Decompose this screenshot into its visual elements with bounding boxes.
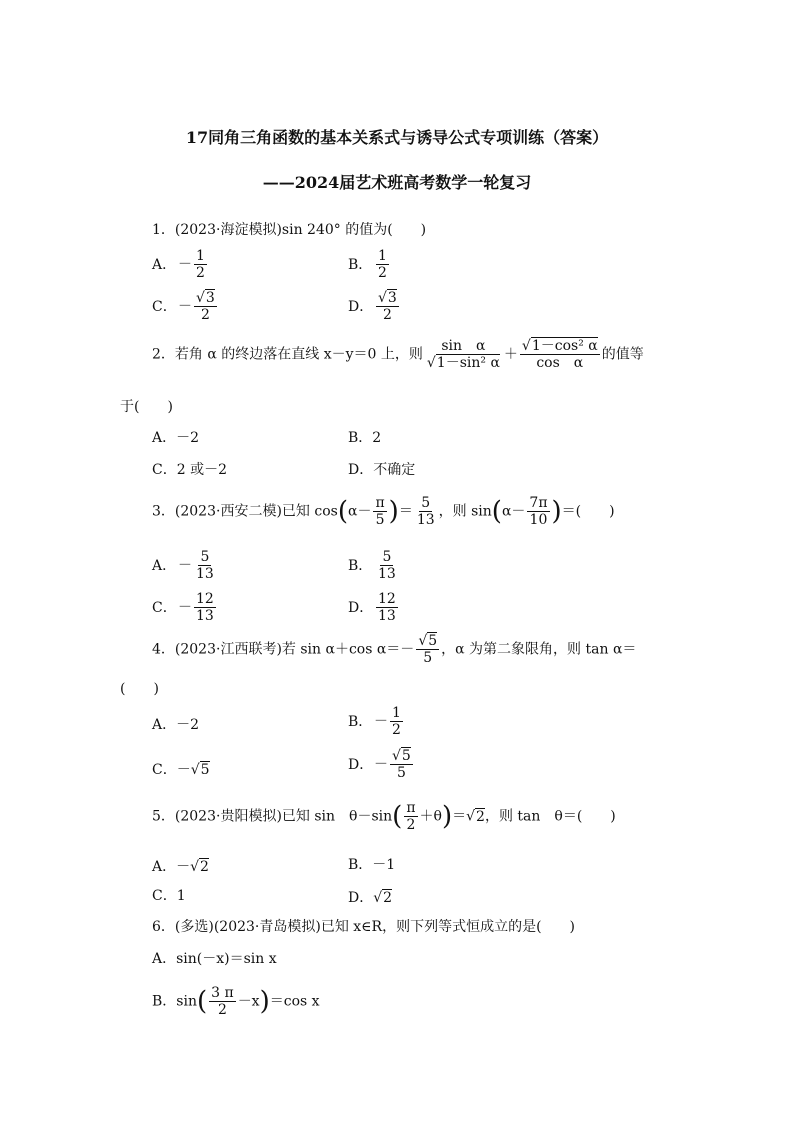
q1-option-d: D． $\frac{√3}{2}$ bbox=[348, 290, 397, 323]
q1-option-c: C．－ $\frac{√3}{2}$ bbox=[152, 290, 215, 323]
q2-option-a: A．－2 bbox=[152, 430, 200, 446]
q4-option-c: C．－√5 bbox=[152, 762, 210, 778]
q2-option-c: C．2 或－2 bbox=[152, 462, 227, 478]
q3-option-b: B． $\frac{5}{13}$ bbox=[348, 549, 396, 582]
q1-option-b: B． $\frac{1}{2}$ bbox=[348, 248, 387, 281]
q2-option-b: B．2 bbox=[348, 430, 382, 446]
q4-stem-cont: ( ) bbox=[120, 681, 159, 697]
q3-stem: 3．(2023·西安二模)已知 cos(α－ $\frac{\pi}{5}$ )＝ $\frac{5}{13}$ ，则 sin(α－ $\frac{7\pi}{10}$ )＝( ) bbox=[152, 495, 615, 528]
q4-option-d: D．－ $\frac{√5}{5}$ bbox=[348, 748, 411, 781]
q3-option-d: D． $\frac{12}{13}$ bbox=[348, 591, 396, 624]
q5-option-c: C．1 bbox=[152, 888, 186, 904]
q1-option-a: A． － $\frac{1}{2}$ bbox=[152, 248, 205, 281]
q5-option-d: D．√2 bbox=[348, 890, 393, 906]
q6-stem: 6．(多选)(2023·青岛模拟)已知 x∈R，则下列等式恒成立的是( ) bbox=[152, 919, 576, 935]
q5-stem: 5．(2023·贵阳模拟)已知 sin θ－sin( $\frac{\pi}{2}$ ＋θ)＝√2，则 tan θ＝( ) bbox=[152, 800, 616, 833]
page-title: 17同角三角函数的基本关系式与诱导公式专项训练（答案） bbox=[185, 128, 609, 147]
q4-option-a: A．－2 bbox=[152, 717, 200, 733]
q1-stem: 1．(2023·海淀模拟)sin 240° 的值为( ) bbox=[152, 222, 427, 238]
q5-option-b: B．－1 bbox=[348, 857, 396, 873]
q3-option-c: C．－ $\frac{12}{13}$ bbox=[152, 591, 214, 624]
page-subtitle: ——2024届艺术班高考数学一轮复习 bbox=[262, 173, 532, 192]
q2-stem: 2．若角 α 的终边落在直线 x－y＝0 上，则 $\frac{\text{sin α}}{\text{√1－sin² α}}$ ＋ $\frac{\text{√1－cos² α}}{\text{cos α}}$ 的值等 bbox=[152, 338, 644, 371]
q2-stem-cont: 于( ) bbox=[120, 399, 173, 415]
q2-option-d: D．不确定 bbox=[348, 462, 416, 478]
q5-option-a: A．－√2 bbox=[152, 859, 209, 875]
q4-stem: 4．(2023·江西联考)若 sin α＋cos α＝－ $\frac{√5}{5}$ ，α 为第二象限角，则 tan α＝ bbox=[152, 633, 637, 666]
q6-option-b: B．sin( $\frac{3 \pi}{2}$ －x)＝cos x bbox=[152, 985, 320, 1018]
q6-option-a: A．sin(－x)＝sin x bbox=[152, 951, 277, 967]
q4-option-b: B． － $\frac{1}{2}$ bbox=[348, 705, 401, 738]
q3-option-a: A． － $\frac{5}{13}$ bbox=[152, 549, 214, 582]
